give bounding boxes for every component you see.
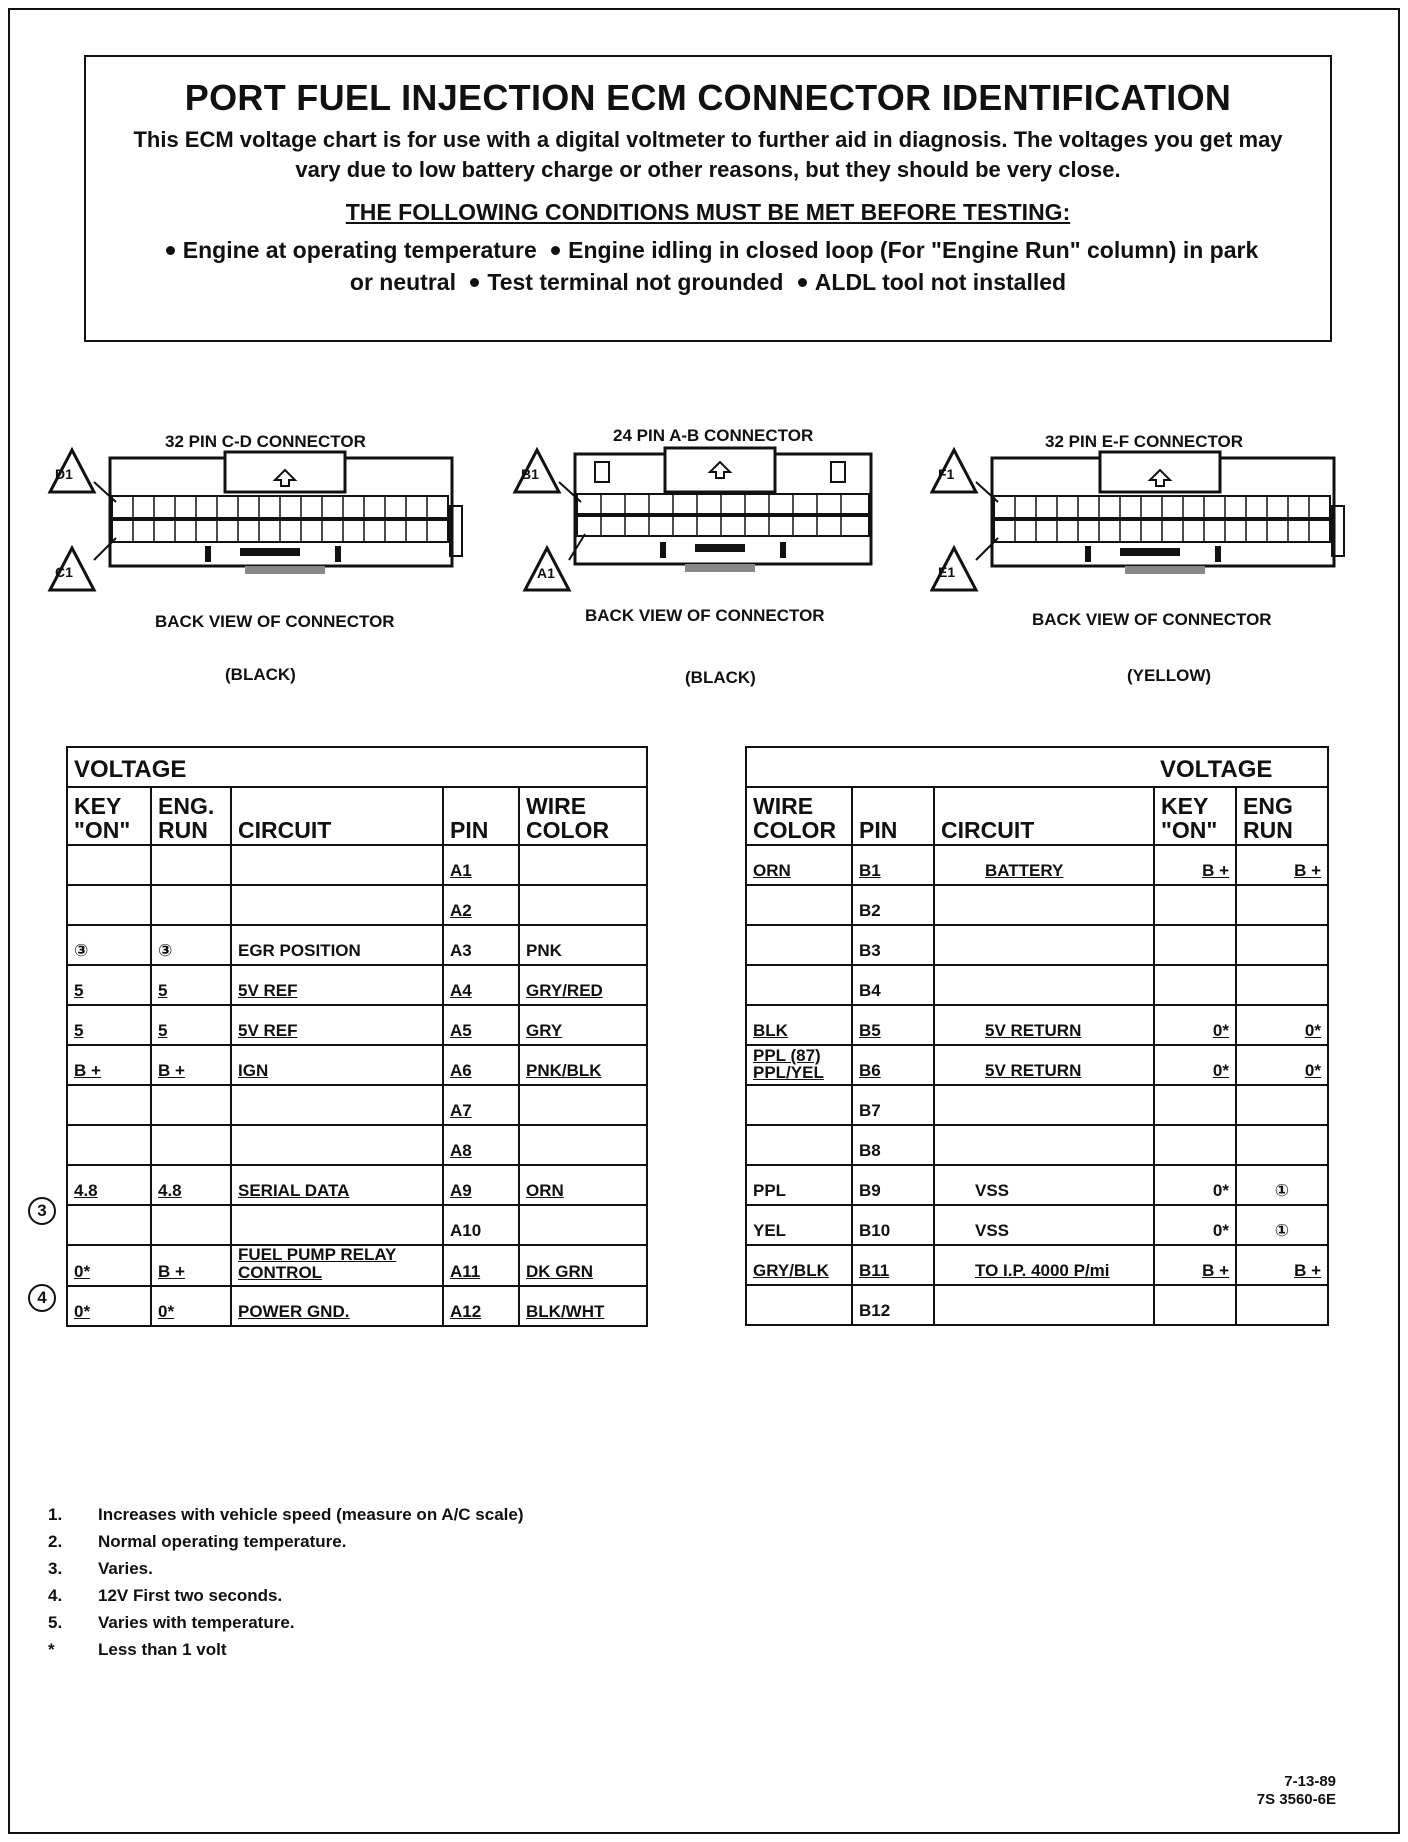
eng-run-cell [1236,925,1328,965]
footnote-number: 2. [48,1532,63,1551]
footnotes [48,1505,524,1667]
wire-cell: PNK [519,925,647,965]
footnote-number: * [48,1640,55,1659]
wire-cell [519,845,647,885]
connector-ab-name: 24 PIN A-B CONNECTOR [613,426,814,445]
pin-cell: B6 [852,1045,934,1085]
table-row [67,1245,647,1286]
pin-cell: A10 [443,1205,519,1245]
eng-run-cell [151,885,231,925]
key-on-cell [1154,885,1236,925]
circuit-cell [231,1085,443,1125]
eng-run-cell [1236,965,1328,1005]
key-on-cell: B + [1154,1245,1236,1285]
table-row [67,965,647,1005]
footnote-item [48,1532,524,1559]
eng-run-cell: 0* [151,1286,231,1326]
voltage-group-label: VOLTAGE [67,747,647,787]
key-on-cell [67,845,151,885]
wire-cell [519,1205,647,1245]
circuit-cell: 5V RETURN [934,1045,1154,1085]
header-key-on: KEY "ON" [1154,787,1236,845]
pin-cell: B3 [852,925,934,965]
table-row [746,885,1328,925]
document-reference [1257,1773,1336,1809]
eng-run-cell: B + [1236,845,1328,885]
table-row [67,1045,647,1085]
wire-cell [519,1125,647,1165]
pin-cell: A1 [443,845,519,885]
connector-cd-name: 32 PIN C-D CONNECTOR [165,432,366,451]
wire-cell [519,885,647,925]
connector-ef-view: BACK VIEW OF CONNECTOR [1032,610,1272,629]
pin-cell: A4 [443,965,519,1005]
wire-cell [746,1125,852,1165]
header-wire-color: WIRE COLOR [746,787,852,845]
footnote-item [48,1505,524,1532]
key-on-cell [1154,1085,1236,1125]
connector-ab-bottom-pin: A1 [537,565,555,581]
eng-run-cell: 5 [151,1005,231,1045]
pin-cell: A3 [443,925,519,965]
pin-cell: B2 [852,885,934,925]
wire-cell [746,1085,852,1125]
connector-cd-view: BACK VIEW OF CONNECTOR [155,612,395,631]
wire-cell: YEL [746,1205,852,1245]
circuit-cell: 5V REF [231,1005,443,1045]
key-on-cell [1154,1125,1236,1165]
bullet-icon [470,278,479,287]
circuit-cell [231,845,443,885]
circuit-cell: SERIAL DATA [231,1165,443,1205]
wire-cell: BLK [746,1005,852,1045]
table-row [67,845,647,885]
circuit-cell [934,1085,1154,1125]
page-title: PORT FUEL INJECTION ECM CONNECTOR IDENTIFICATION [184,77,1232,118]
circuit-cell [934,1125,1154,1165]
pin-cell: A11 [443,1245,519,1286]
table-row [67,885,647,925]
footnote-item [48,1559,524,1586]
header-pin: PIN [852,787,934,845]
table-row [746,1165,1328,1205]
condition-item: Engine at operating temperature [182,237,537,263]
circuit-cell: POWER GND. [231,1286,443,1326]
connector-cd-top-pin: D1 [55,466,73,482]
header-pin: PIN [443,787,519,845]
wire-cell: GRY/RED [519,965,647,1005]
wire-cell: PPL (87) PPL/YEL [746,1045,852,1085]
header-eng-run: ENG. RUN [151,787,231,845]
connector-cd-bottom-pin: C1 [55,564,73,580]
header-circuit: CIRCUIT [231,787,443,845]
circuit-cell: BATTERY [934,845,1154,885]
eng-run-cell: 0* [1236,1005,1328,1045]
pin-cell: B9 [852,1165,934,1205]
bullet-icon [166,246,175,255]
table-row [746,965,1328,1005]
wire-cell: DK GRN [519,1245,647,1286]
key-on-cell [1154,925,1236,965]
pin-cell: B4 [852,965,934,1005]
connector-ef-name: 32 PIN E-F CONNECTOR [1045,432,1244,451]
wire-cell: ORN [519,1165,647,1205]
eng-run-cell [151,1125,231,1165]
footnote-text: Normal operating temperature. [98,1532,347,1551]
eng-run-cell [1236,1285,1328,1325]
footnote-text: Varies with temperature. [98,1613,295,1632]
key-on-cell [1154,1285,1236,1325]
wire-cell: PNK/BLK [519,1045,647,1085]
key-on-cell [67,1125,151,1165]
circuit-cell: VSS [934,1165,1154,1205]
table-row [67,1286,647,1326]
table-row [67,1085,647,1125]
circuit-cell [934,925,1154,965]
key-on-cell [1154,965,1236,1005]
eng-run-cell: ① [1236,1205,1328,1245]
table-row [746,1045,1328,1085]
table-row [746,1125,1328,1165]
connector-ab-color: (BLACK) [685,668,756,687]
wire-cell: GRY/BLK [746,1245,852,1285]
key-on-cell: 0* [1154,1045,1236,1085]
key-on-cell: B + [1154,845,1236,885]
table-row [746,1085,1328,1125]
wire-cell [746,1285,852,1325]
circuit-cell [934,885,1154,925]
table-row [67,1205,647,1245]
footnote-item [48,1640,524,1667]
wire-cell: BLK/WHT [519,1286,647,1326]
pin-cell: B5 [852,1005,934,1045]
table-row [746,1205,1328,1245]
connector-ef-color: (YELLOW) [1127,666,1212,685]
pin-cell: B12 [852,1285,934,1325]
pin-cell: B7 [852,1085,934,1125]
eng-run-cell: 5 [151,965,231,1005]
table-row [746,1245,1328,1285]
key-on-cell [67,885,151,925]
circuit-cell [934,965,1154,1005]
connector-cd [40,410,480,710]
eng-run-cell: B + [151,1045,231,1085]
circuit-cell: FUEL PUMP RELAY CONTROL [231,1245,443,1286]
key-on-cell [67,1205,151,1245]
footnote-text: Less than 1 volt [98,1640,227,1659]
pin-cell: A7 [443,1085,519,1125]
eng-run-cell [1236,1085,1328,1125]
pin-cell: A5 [443,1005,519,1045]
connector-cd-color: (BLACK) [225,665,296,684]
table-row [67,925,647,965]
pin-cell: A2 [443,885,519,925]
connector-ab-view: BACK VIEW OF CONNECTOR [585,606,825,625]
bullet-icon [551,246,560,255]
table-row [746,1005,1328,1045]
eng-run-cell: 0* [1236,1045,1328,1085]
key-on-cell: 0* [1154,1205,1236,1245]
key-on-cell: ③ [67,925,151,965]
wire-cell [746,925,852,965]
pin-cell: B11 [852,1245,934,1285]
conditions-heading: THE FOLLOWING CONDITIONS MUST BE MET BEFORE TESTING: [345,199,1071,225]
footnote-text: Increases with vehicle speed (measure on A/C scale) [98,1505,524,1524]
key-on-cell: 0* [67,1245,151,1286]
right-voltage-table [745,746,1329,1326]
key-on-cell [67,1085,151,1125]
key-on-cell: B + [67,1045,151,1085]
document-code: 7S 3560-6E [1256,1791,1336,1808]
key-on-cell: 5 [67,965,151,1005]
eng-run-cell [151,1205,231,1245]
pin-cell: A9 [443,1165,519,1205]
circuit-cell: IGN [231,1045,443,1085]
connector-ef [930,410,1370,710]
circuit-cell [231,1205,443,1245]
key-on-cell: 0* [1154,1005,1236,1045]
wire-cell [746,885,852,925]
pin-cell: B10 [852,1205,934,1245]
eng-run-cell [151,1085,231,1125]
eng-run-cell [1236,885,1328,925]
circuit-cell [934,1285,1154,1325]
connector-ef-bottom-pin: E1 [938,564,956,580]
wire-cell: GRY [519,1005,647,1045]
eng-run-cell: B + [151,1245,231,1286]
pin-cell: A8 [443,1125,519,1165]
eng-run-cell: B + [1236,1245,1328,1285]
footnote-text: Varies. [98,1559,153,1578]
footnote-number: 3. [48,1559,63,1578]
voltage-group-label: VOLTAGE [1154,747,1328,787]
pin-cell: A12 [443,1286,519,1326]
table-row [67,1165,647,1205]
footnote-number: 1. [48,1505,63,1524]
wire-cell: PPL [746,1165,852,1205]
circuit-cell: 5V REF [231,965,443,1005]
circuit-cell [231,885,443,925]
note-marker-4: 4 [28,1284,56,1312]
note-marker-3: 3 [28,1197,56,1225]
eng-run-cell: 4.8 [151,1165,231,1205]
eng-run-cell: ① [1236,1165,1328,1205]
header-eng-run: ENG RUN [1236,787,1328,845]
intro-text: This ECM voltage chart is for use with a digital voltmeter to further aid in diagnosis. The voltages you get may vary due to low battery charge or other reasons, but they should be very close. [133,127,1283,182]
left-voltage-table [66,746,648,1327]
connector-ab [495,410,935,710]
wire-cell: ORN [746,845,852,885]
table-row [746,1285,1328,1325]
footnote-item [48,1613,524,1640]
footnote-number: 4. [48,1586,63,1605]
pin-cell: B8 [852,1125,934,1165]
wire-cell [746,965,852,1005]
table-row [67,1125,647,1165]
table-row [746,925,1328,965]
key-on-cell: 0* [67,1286,151,1326]
voltage-group-spacer [746,747,1154,787]
key-on-cell: 4.8 [67,1165,151,1205]
header-wire-color: WIRE COLOR [519,787,647,845]
footnote-item [48,1586,524,1613]
circuit-cell: 5V RETURN [934,1005,1154,1045]
footnote-text: 12V First two seconds. [98,1586,283,1605]
header-circuit: CIRCUIT [934,787,1154,845]
condition-item: Engine idling in closed loop (For "Engine Run" column) in park or neutral [349,237,1259,295]
header-box [84,55,1332,342]
eng-run-cell: ③ [151,925,231,965]
table-row [67,1005,647,1045]
pin-cell: B1 [852,845,934,885]
key-on-cell: 0* [1154,1165,1236,1205]
connector-ef-top-pin: F1 [938,466,955,482]
key-on-cell: 5 [67,1005,151,1045]
condition-item: Test terminal not grounded [487,269,784,295]
conditions-list [156,234,1260,298]
circuit-cell [231,1125,443,1165]
circuit-cell: TO I.P. 4000 P/mi [934,1245,1154,1285]
eng-run-cell [151,845,231,885]
eng-run-cell [1236,1125,1328,1165]
pin-cell: A6 [443,1045,519,1085]
wire-cell [519,1085,647,1125]
connector-ab-top-pin: B1 [521,466,539,482]
circuit-cell: EGR POSITION [231,925,443,965]
footnote-number: 5. [48,1613,63,1632]
document-date: 7-13-89 [1284,1773,1336,1790]
circuit-cell: VSS [934,1205,1154,1245]
bullet-icon [798,278,807,287]
table-row [746,845,1328,885]
condition-item: ALDL tool not installed [814,269,1067,295]
header-key-on: KEY "ON" [67,787,151,845]
